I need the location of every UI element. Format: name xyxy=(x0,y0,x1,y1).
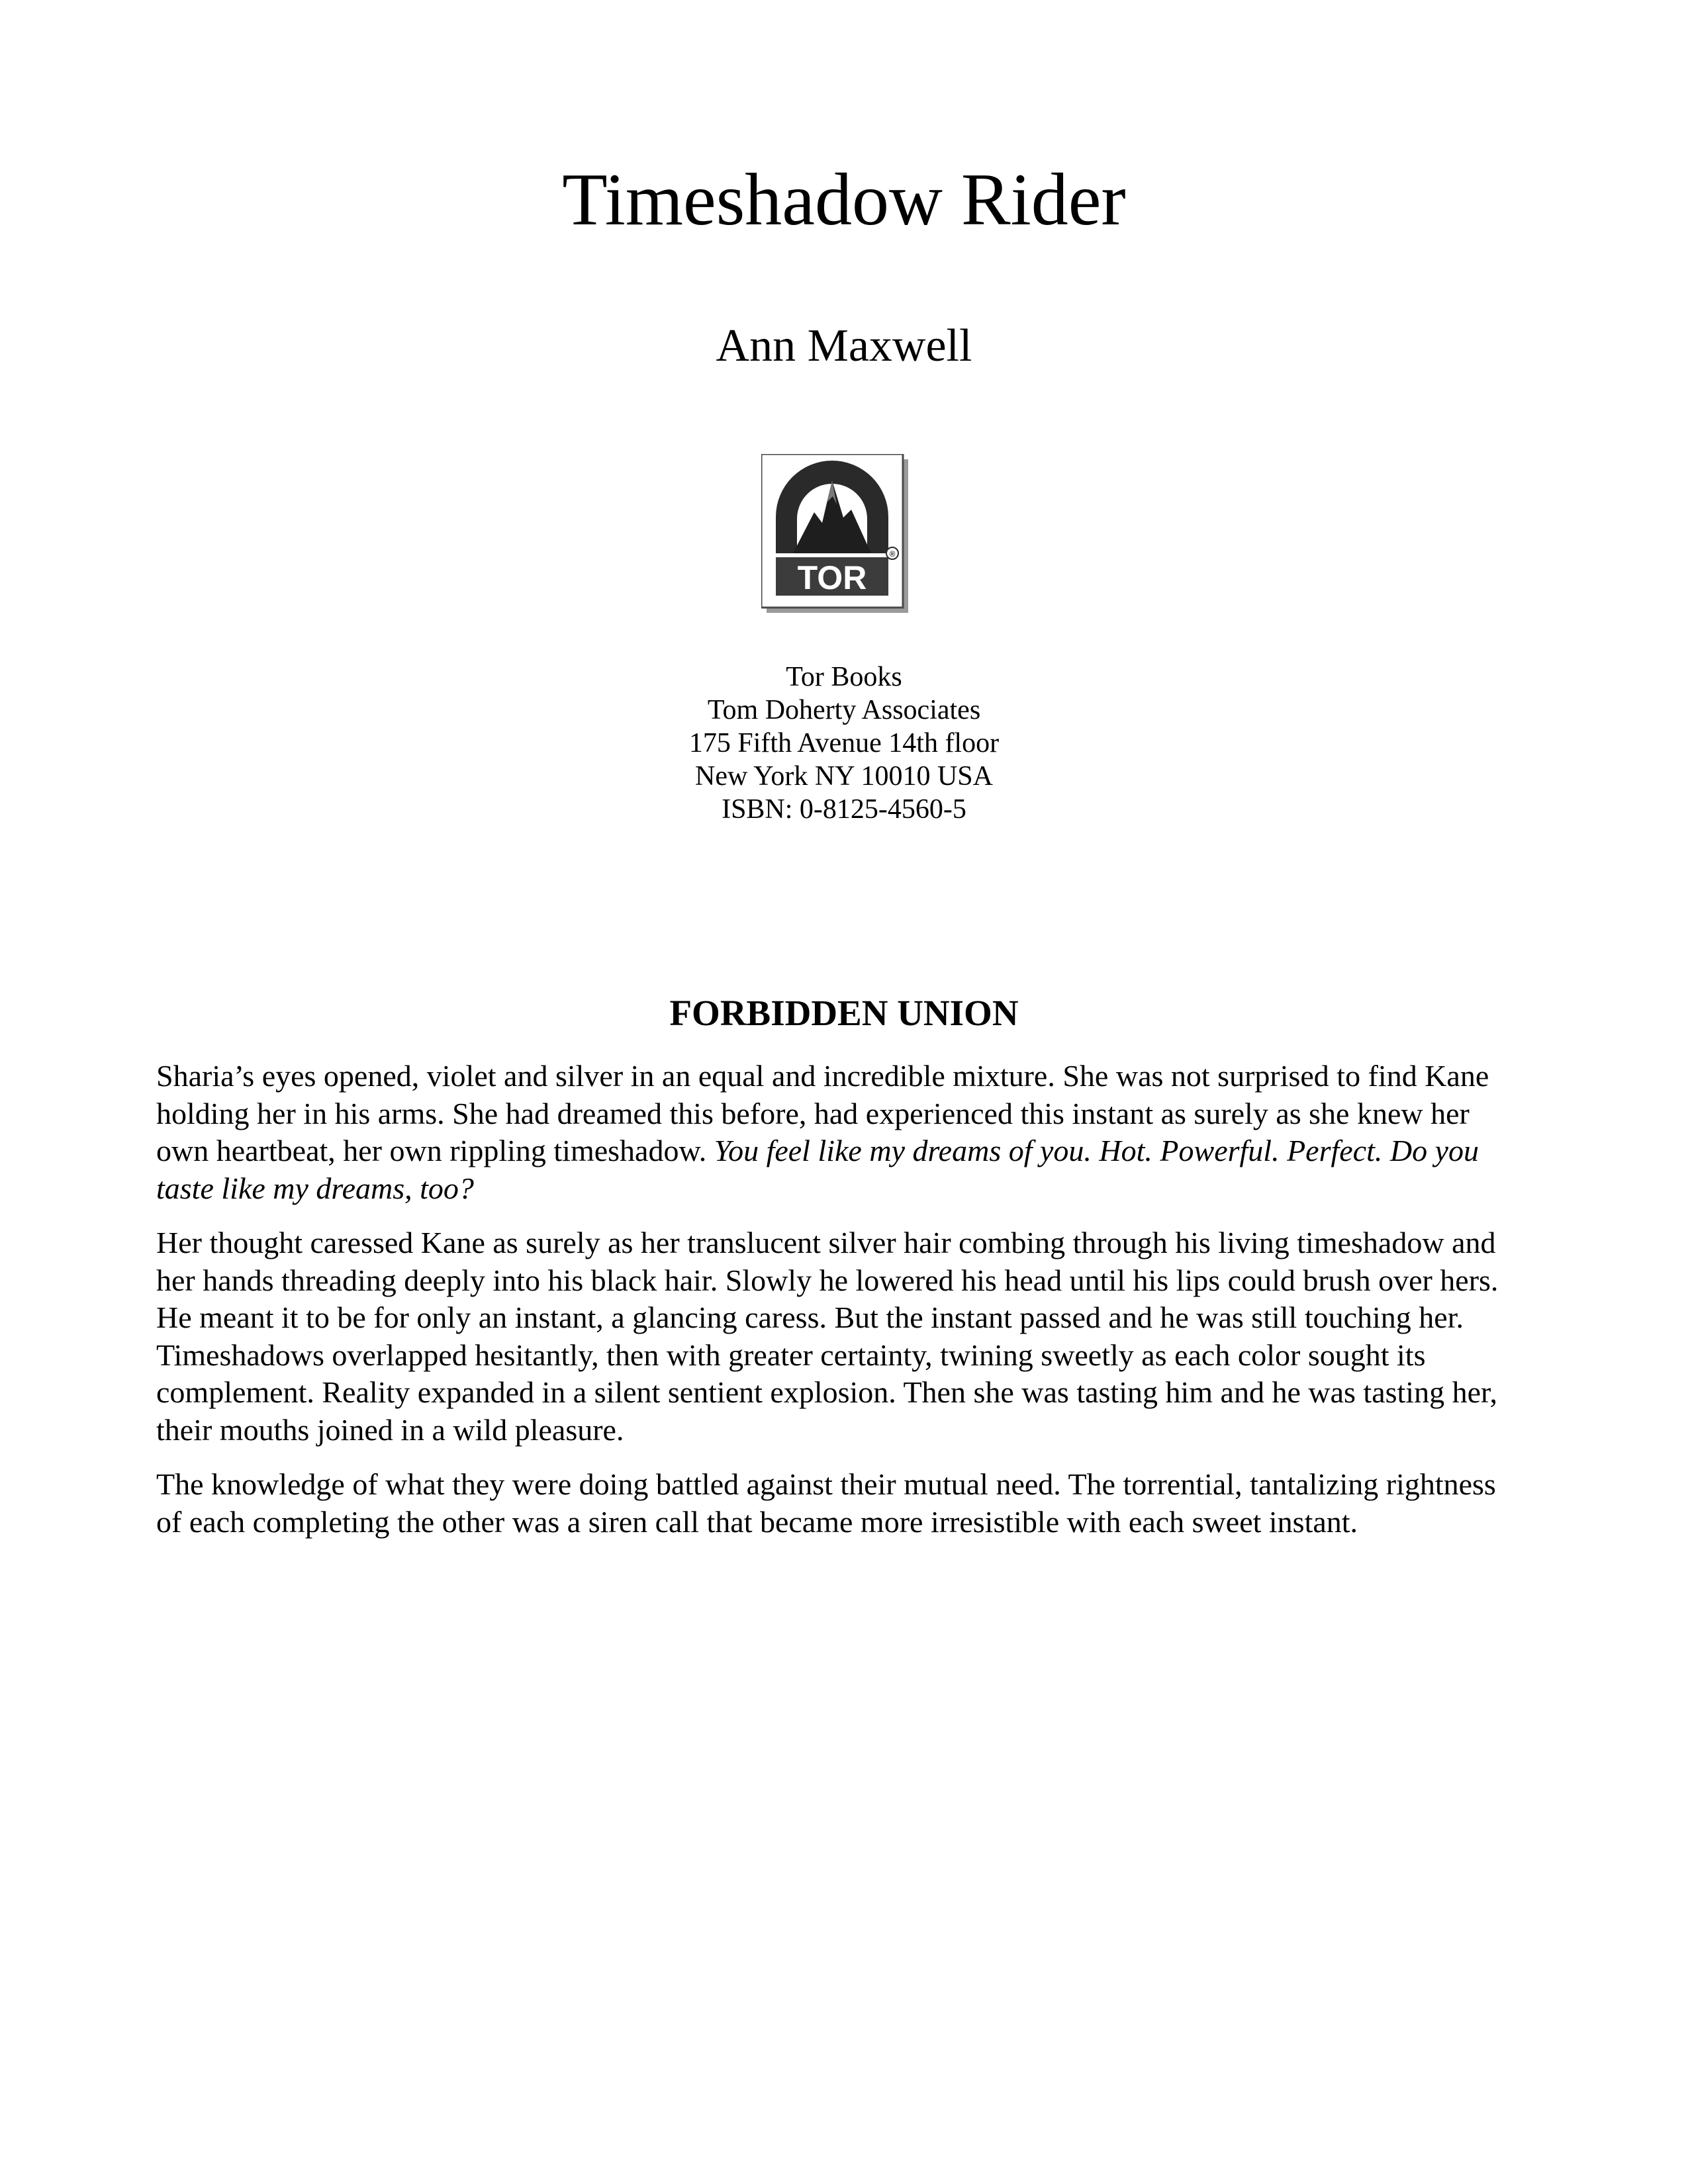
book-author: Ann Maxwell xyxy=(716,320,972,371)
publisher-imprint xyxy=(0,660,1688,826)
excerpt-paragraph-3: The knowledge of what they were doing battled against their mutual need. The torrential, tantalizing rightness of each completing the other was a siren call that became more irresistible with each sweet instant. xyxy=(156,1467,1496,1539)
excerpt-paragraph-2: Her thought caressed Kane as surely as her translucent silver hair combing through his living timeshadow and her hands threading deeply into his black hair. Slowly he lowered his head until his lips could brush over hers. He meant it to be for only an instant, a glancing caress. But the instant passed and he was still touching her. Timeshadows overlapped hesitantly, then with greater certainty, twining sweetly as each color sought its complement. Reality expanded in a silent sentient explosion. Then she was tasting him and he was tasting her, their mouths joined in a wild pleasure. xyxy=(156,1226,1499,1447)
logo-text: TOR xyxy=(797,559,867,596)
imprint-line-street: 175 Fifth Avenue 14th floor xyxy=(688,728,1000,758)
registered-mark: ® xyxy=(889,549,896,559)
imprint-line-associates: Tom Doherty Associates xyxy=(707,695,981,725)
excerpt-paragraph-1 xyxy=(156,1058,1500,1207)
imprint-line-isbn: ISBN: 0-8125-4560-5 xyxy=(722,794,966,825)
excerpt-heading: FORBIDDEN UNION xyxy=(669,993,1019,1033)
publisher-logo xyxy=(761,454,908,613)
tor-mountain-logo-icon xyxy=(761,454,908,613)
excerpt-body xyxy=(156,1058,1500,1558)
imprint-line-city: New York NY 10010 USA xyxy=(695,761,993,792)
book-title: Timeshadow Rider xyxy=(562,159,1126,241)
paragraph-1-text: Sharia’s eyes opened, violet and silver in an equal and incredible mixture. She was not surprised to find Kane holding her in his arms. She had dreamed this before, had experienced this instant as surely as she knew her own heartbeat, her own rippling timeshadow. xyxy=(156,1059,1489,1167)
imprint-line-publisher: Tor Books xyxy=(786,662,902,692)
paragraph-1-italic: You feel like my dreams of you. Hot. Powerful. Perfect. Do you taste like my dreams, too? xyxy=(156,1134,1479,1205)
